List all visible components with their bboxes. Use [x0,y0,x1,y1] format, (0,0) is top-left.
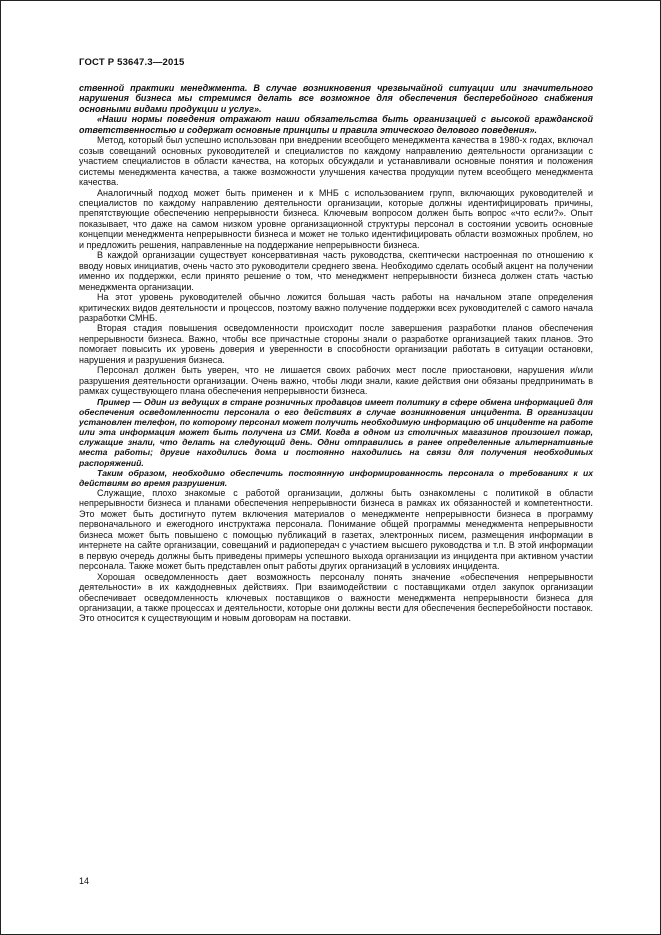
paragraph: В каждой организации существует консервативная часть руководства, скептически настроенная по отношению к вводу новых инициатив, очень часто это руководители среднего звена. Необходимо сделать особый акцент на получении именно их поддержки, если принято решение о том, что менеджмент непрерывности бизнеса должен стать частью менеджмента организации. [79,250,593,292]
paragraph: ственной практики менеджмента. В случае возникновения чрезвычайной ситуации или значительного нарушения бизнеса мы стремимся делать все возможное для обеспечения бесперебойного снабжения основными видами продукции и услуг». [79,83,593,114]
paragraph: Аналогичный подход может быть применен и к МНБ с использованием групп, включающих руководителей и специалистов по каждому направлению деятельности организации, которые должны идентифицировать причины, препятствующие обеспечению непрерывности бизнеса. Ключевым вопросом должен быть вопрос «что если?». Опыт показывает, что даже на самом низком уровне организационной структуры персонал в состоянии усвоить основные концепции менеджмента непрерывности бизнеса и может не только идентифицировать области возможных проблем, но и предложить решения, направленные на поддержание непрерывности бизнеса. [79,187,593,250]
paragraph: «Наши нормы поведения отражают наши обязательства быть организацией с высокой гражданской ответственностью и содержат основные принципы и правила этического делового поведения». [79,114,593,135]
paragraph: Служащие, плохо знакомые с работой организации, должны быть ознакомлены с политикой в области непрерывности бизнеса и планами обеспечения непрерывности бизнеса в рамках их обязанностей и компетентности. Это может быть достигнуто путем включения материалов о менеджменте непрерывности бизнеса в программу первоначального и ежегодного инструктажа персонала. Понимание общей программы менеджмента непрерывности бизнеса может быть повышено с помощью публикаций в газетах, электронных писем, размещения информации в интернете на сайте организации, совещаний и радиопередач с участием высшего руководства и т.п. В этой информации в первую очередь должны быть приведены примеры успешного выхода организации из инцидента при активном участии персонала. Также может быть представлен опыт работы других организаций в условиях инцидента. [79,488,593,572]
page-number: 14 [79,876,90,886]
example-paragraph: Таким образом, необходимо обеспечить постоянную информированность персонала о требованиях к их действиям во время разрушения. [79,467,593,488]
paragraph: Хорошая осведомленность дает возможность персоналу понять значение «обеспечения непрерывности деятельности» в их каждодневных действиях. При взаимодействии с поставщиками отдел закупок организации обеспечивает осведомленность ключевых поставщиков о важности менеджмента непрерывности бизнеса для организации, а также процессах и деятельности, которые они должны вести для обеспечения бесперебойности поставок. Это относится к существующим и новым договорам на поставки. [79,571,593,624]
paragraph: На этот уровень руководителей обычно ложится большая часть работы на начальном этапе определения критических видов деятельности и процессов, поэтому важно получение поддержки всех руководителей с самого начала разработки СМНБ. [79,292,593,323]
paragraph: Персонал должен быть уверен, что не лишается своих рабочих мест после приостановки, нарушения и/или разрушения деятельности организации. Очень важно, чтобы люди знали, какие действия они обязаны предпринимать в рамках существующего плана обеспечения непрерывности бизнеса. [79,365,593,397]
example-paragraph: Пример — Один из ведущих в стране розничных продавцов имеет политику в сфере обмена информацией для обеспечения осведомленности персонала о его действиях в случае возникновения инцидента. В организации установлен телефон, по которому персонал может получить необходимую информацию об инциденте на работе или эта информация может быть получена из СМИ. Когда в одном из столичных магазинов произошел пожар, служащие знали, что делать на следующий день. Одни отправились в ранее определенные альтернативные места работы; другие находились дома и постоянно находились на связи для получения необходимых распоряжений. [79,396,593,468]
document-header: ГОСТ Р 53647.3—2015 [79,57,185,68]
paragraph: Метод, который был успешно использован при внедрении всеобщего менеджмента качества в 1980-х годах, включал созыв совещаний основных руководителей и специалистов по каждому направлению деятельности организации с участием специалистов в области качества, на которых обсуждали и устанавливали основные понятия и положения системы менеджмента качества, а также возможности улучшения качества продукции путем всеобщего менеджмента качества. [79,135,593,188]
document-body [79,83,593,624]
paragraph: Вторая стадия повышения осведомленности происходит после завершения разработки планов обеспечения непрерывности бизнеса. Важно, чтобы все причастные стороны знали о разработке организацией таких планов. Это помогает повысить их уровень доверия и уверенности в способности организации работать в ситуации остановки, нарушения и разрушения бизнеса. [79,323,593,365]
